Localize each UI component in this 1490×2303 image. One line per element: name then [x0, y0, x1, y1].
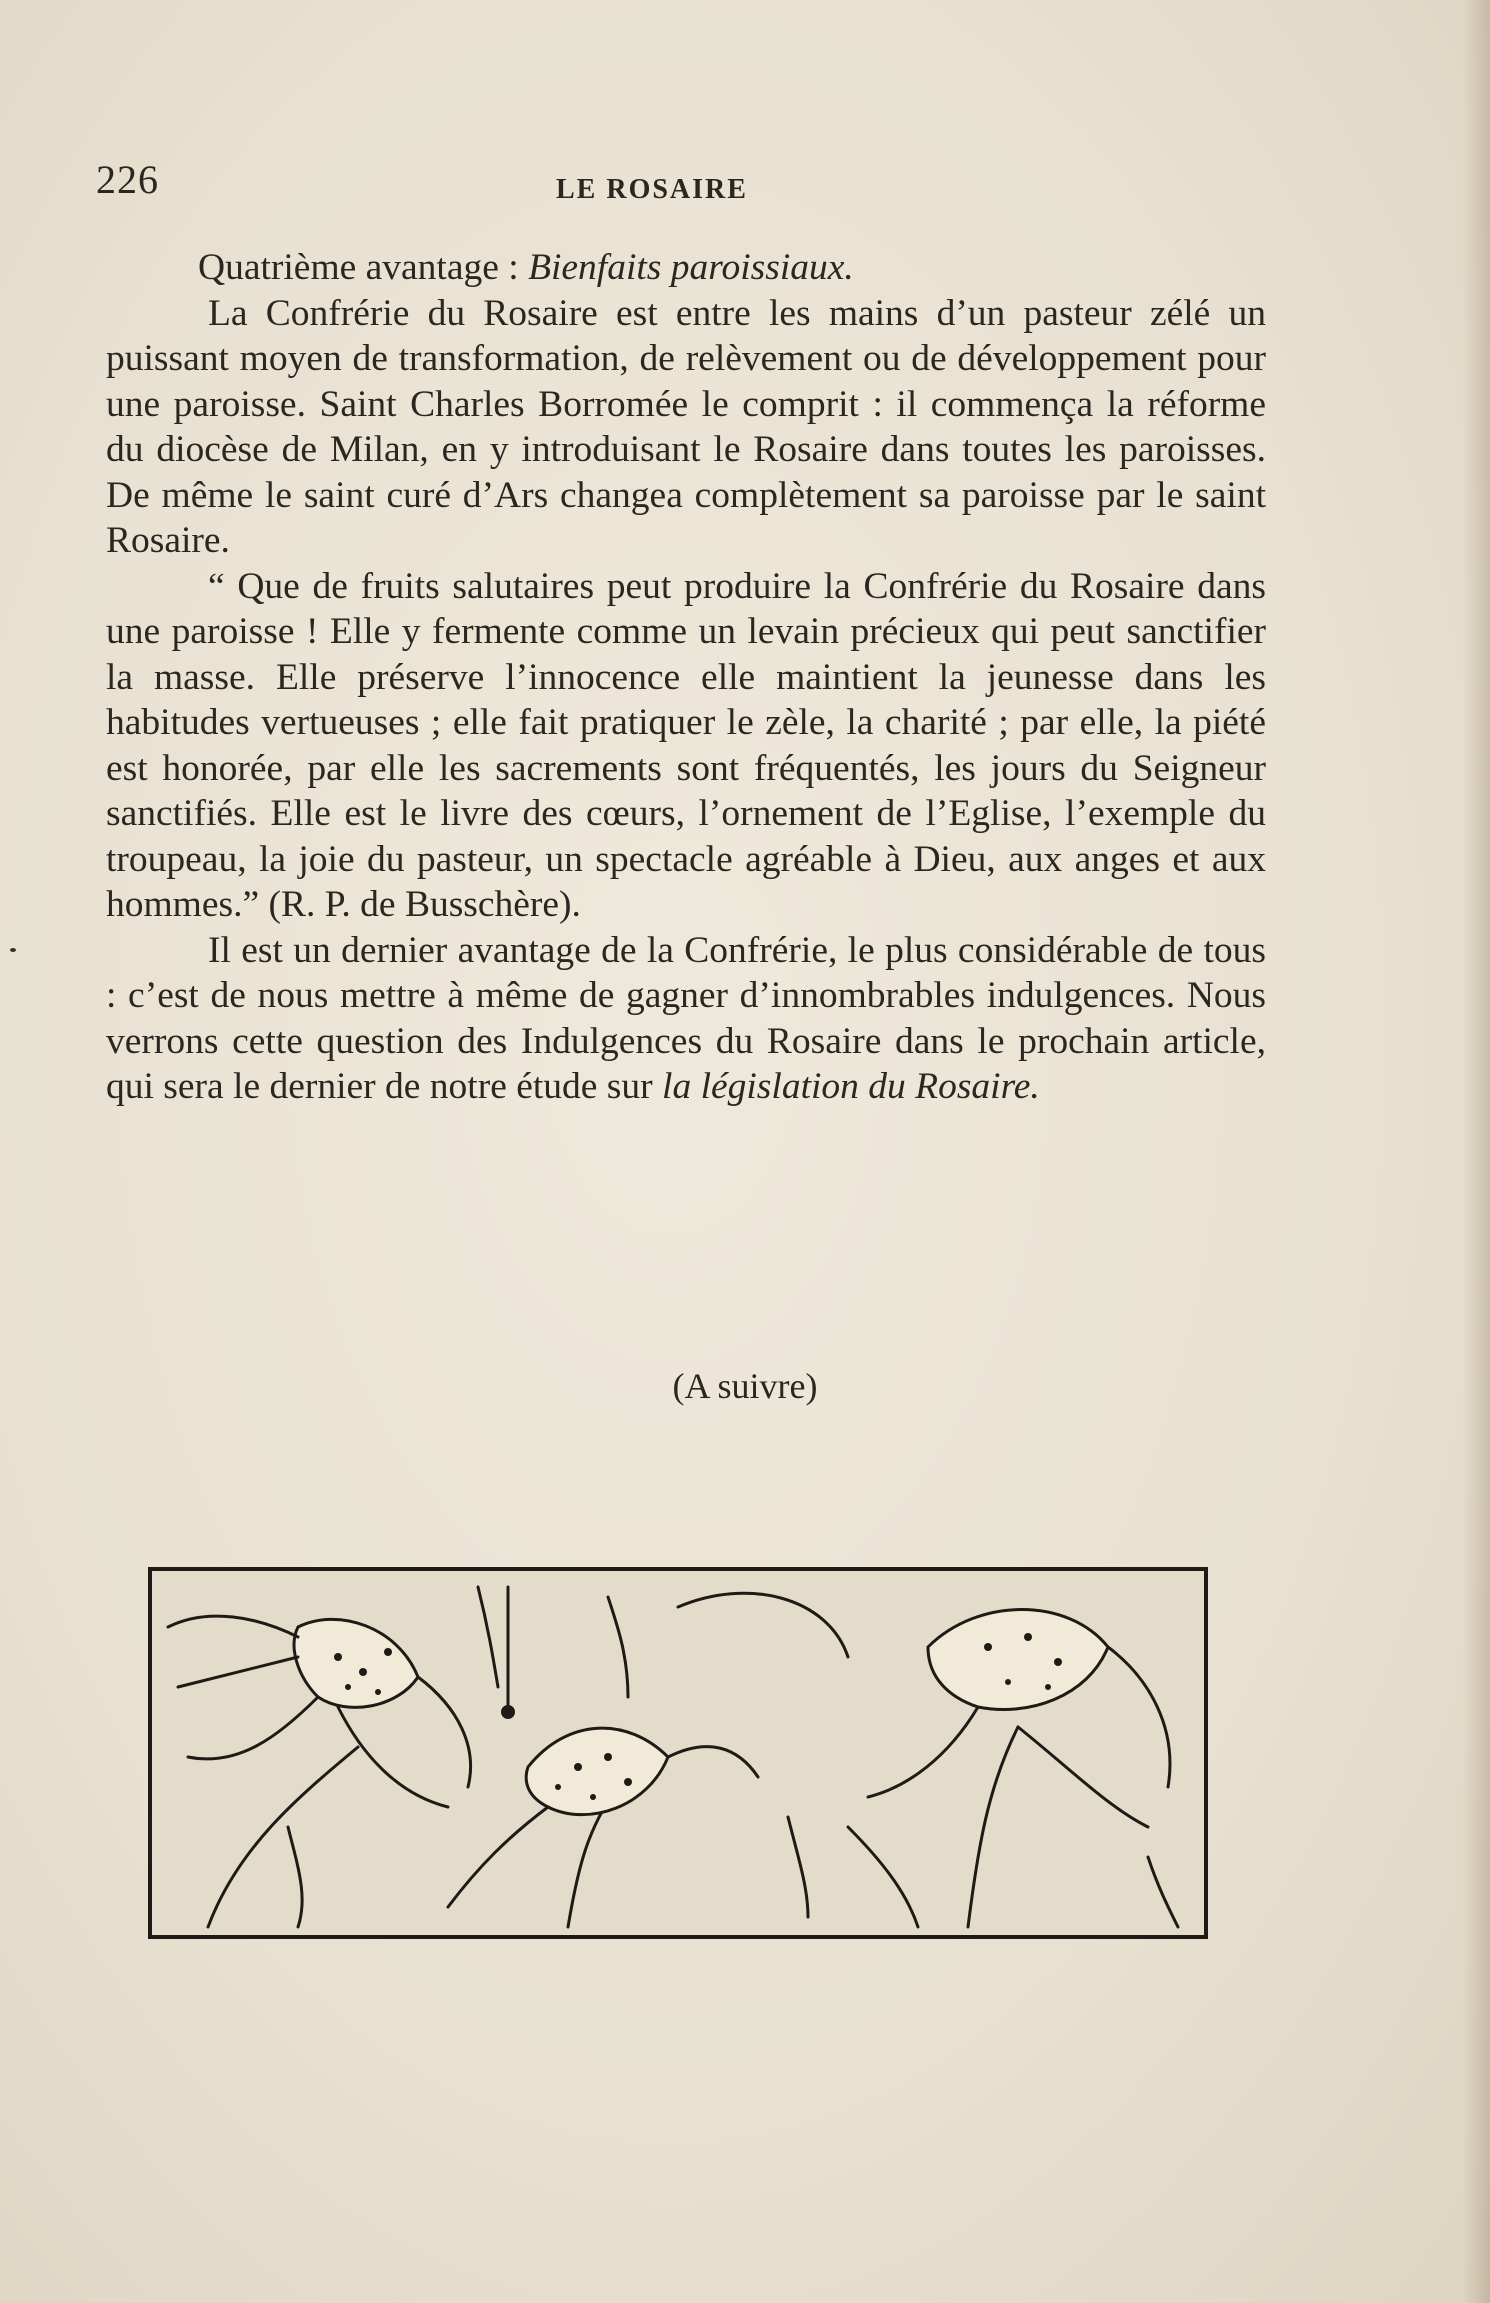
continued-note: (A suivre) [672, 1366, 818, 1406]
page-number: 226 [96, 157, 159, 202]
paragraph-3-italic: la législation du Rosaire. [662, 1066, 1040, 1107]
subheading [106, 245, 1266, 291]
page-edge-shadow [1462, 0, 1490, 2303]
subheading-title: Bienfaits paroissiaux. [528, 247, 854, 288]
paragraph-3-text: Il est un dernier avantage de la Confrérie, le plus considérable de tous : c’est de nous mettre à même de gagner d’innombrables indulgences. Nous verrons cette question des Indulgences du Rosaire dans le prochain article, qui sera le dernier de notre étude sur [106, 929, 1266, 1107]
running-head: LE ROSAIRE [556, 174, 748, 205]
paragraph-3 [106, 928, 1266, 1110]
paragraph-1: La Confrérie du Rosaire est entre les mains d’un pasteur zélé un puissant moyen de transformation, de relèvement ou de développement pour une paroisse. Saint Charles Borromée le comprit : il commença la réforme du diocèse de Milan, en y introduisant le Rosaire dans toutes les paroisses. De même le saint curé d’Ars changea complètement sa paroisse par le saint Rosaire. [106, 292, 1266, 561]
page-header [96, 156, 1276, 206]
main-text [106, 245, 1266, 1110]
lily-vignette-illustration [148, 1567, 1208, 1939]
margin-speck [10, 948, 16, 952]
subheading-label: Quatrième avantage : [198, 247, 529, 288]
paragraph-quote: “ Que de fruits salutaires peut produire la Confrérie du Rosaire dans une paroisse ! Elle y fermente comme un levain précieux qui peut sanctifier la masse. Elle préserve l’innocence elle maintient la jeunesse dans les habitudes vertueuses ; elle fait pratiquer le zèle, la charité ; par elle, la piété est honorée, par elle les sacrements sont fréquentés, les jours du Seigneur sanctifiés. Elle est le livre des cœurs, l’ornement de l’Eglise, l’exemple du troupeau, la joie du pasteur, un spectacle agréable à Dieu, aux anges et aux hommes.” (R. P. de Busschère). [106, 565, 1266, 925]
